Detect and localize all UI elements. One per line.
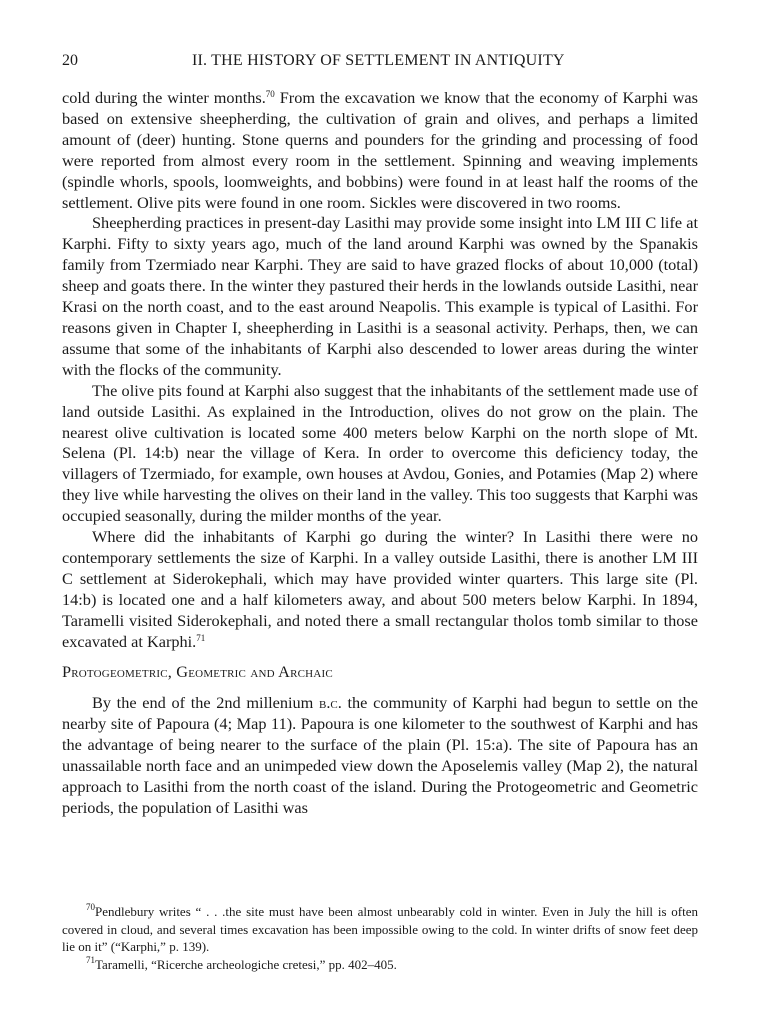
paragraph-text: By the end of the 2nd millenium bbox=[92, 693, 319, 713]
paragraph-text: From the excavation we know that the economy of Karphi was based on extensive sheepherding, the cultivation of grain and olives, and perhaps a limited amount of (deer) hunting. Stone querns and pounders for the grinding and processing of food were reported from almost every room in the settlement. Spinning and weaving implements (spindle whorls, spools, loomweights, and bobbins) were found in at least half the rooms of the settlement. Olive pits were found in one room. Sickles were discovered in two rooms. bbox=[62, 88, 698, 212]
footnote-text: Taramelli, “Ricerche archeologiche cretesi,” pp. 402–405. bbox=[95, 956, 397, 972]
era-abbreviation: b.c. bbox=[319, 693, 342, 713]
paragraph-text: cold during the winter months. bbox=[62, 88, 266, 107]
footnote bbox=[62, 903, 698, 956]
paragraph: Sheepherding practices in present-day Lasithi may provide some insight into LM III C life at Karphi. Fifty to sixty years ago, much of the land around Karphi was owned by the Spanakis family from Tzermiado near Karphi. They are said to have grazed flocks of about 10,000 (total) sheep and goats there. In the winter they pastured their herds in the lowlands outside Lasithi, near Krasi on the north coast, and to the east around Neapolis. This example is typical of Lasithi. For reasons given in Chapter I, sheepherding in Lasithi is a seasonal activity. Perhaps, then, we can assume that some of the inhabitants of Karphi also descended to lower areas during the winter with the flocks of the community. bbox=[62, 213, 698, 379]
paragraph-text: Where did the inhabitants of Karphi go during the winter? In Lasithi there were no contemporary settlements the size of Karphi. In a valley outside Lasithi, there is another LM III C settlement at Siderokephali, which may have provided winter quarters. This large site (Pl. 14:b) is located one and a half kilometers away, and about 500 meters below Karphi. In 1894, Taramelli visited Siderokephali, and noted there a small rectangular tholos tomb similar to those excavated at Karphi. bbox=[62, 527, 698, 651]
running-head: II. THE HISTORY OF SETTLEMENT IN ANTIQUITY bbox=[192, 52, 565, 69]
page-number: 20 bbox=[62, 52, 78, 69]
footnote bbox=[62, 956, 698, 974]
page-header bbox=[62, 50, 698, 72]
footnote-number: 70 bbox=[86, 902, 95, 912]
footnote-number: 71 bbox=[86, 954, 95, 965]
footnote-ref: 71 bbox=[196, 632, 206, 643]
paragraph-text: the community of Karphi had begun to settle on the nearby site of Papoura (4; Map 11). Papoura is one kilometer to the southwest of Karphi and has the advantage of being nearer to the surface of the plain (Pl. 15:a). The site of Papoura has an unassailable north face and an unimpeded view down the Aposelemis valley (Map 2), the natural approach to Lasithi from the north coast of the island. During the Protogeometric and Geometric periods, the population of Lasithi was bbox=[62, 693, 698, 817]
footnote-ref: 70 bbox=[265, 89, 275, 99]
footnotes bbox=[62, 903, 698, 973]
paragraph bbox=[62, 88, 698, 213]
body-text bbox=[62, 88, 698, 819]
footnote-text: Pendlebury writes “ . . .the site must have been almost unbearably cold in winter. Even in July the hill is often covered in cloud, and several times excavation has been impossible owing to the cold. In winter drifts of snow feet deep lie on it” (“Karphi,” p. 139). bbox=[62, 904, 698, 954]
paragraph bbox=[62, 693, 698, 818]
paragraph bbox=[62, 527, 698, 652]
section-heading: Protogeometric, Geometric and Archaic bbox=[62, 662, 333, 682]
paragraph: The olive pits found at Karphi also suggest that the inhabitants of the settlement made use of land outside Lasithi. As explained in the Introduction, olives do not grow on the plain. The nearest olive cultivation is located some 400 meters below Karphi on the north slope of Mt. Selena (Pl. 14:b) near the village of Kera. In order to overcome this deficiency today, the villagers of Tzermiado, for example, own houses at Avdou, Gonies, and Potamies (Map 2) where they live while harvesting the olives on their land in the valley. This too suggests that Karphi was occupied seasonally, during the milder months of the year. bbox=[62, 380, 698, 526]
